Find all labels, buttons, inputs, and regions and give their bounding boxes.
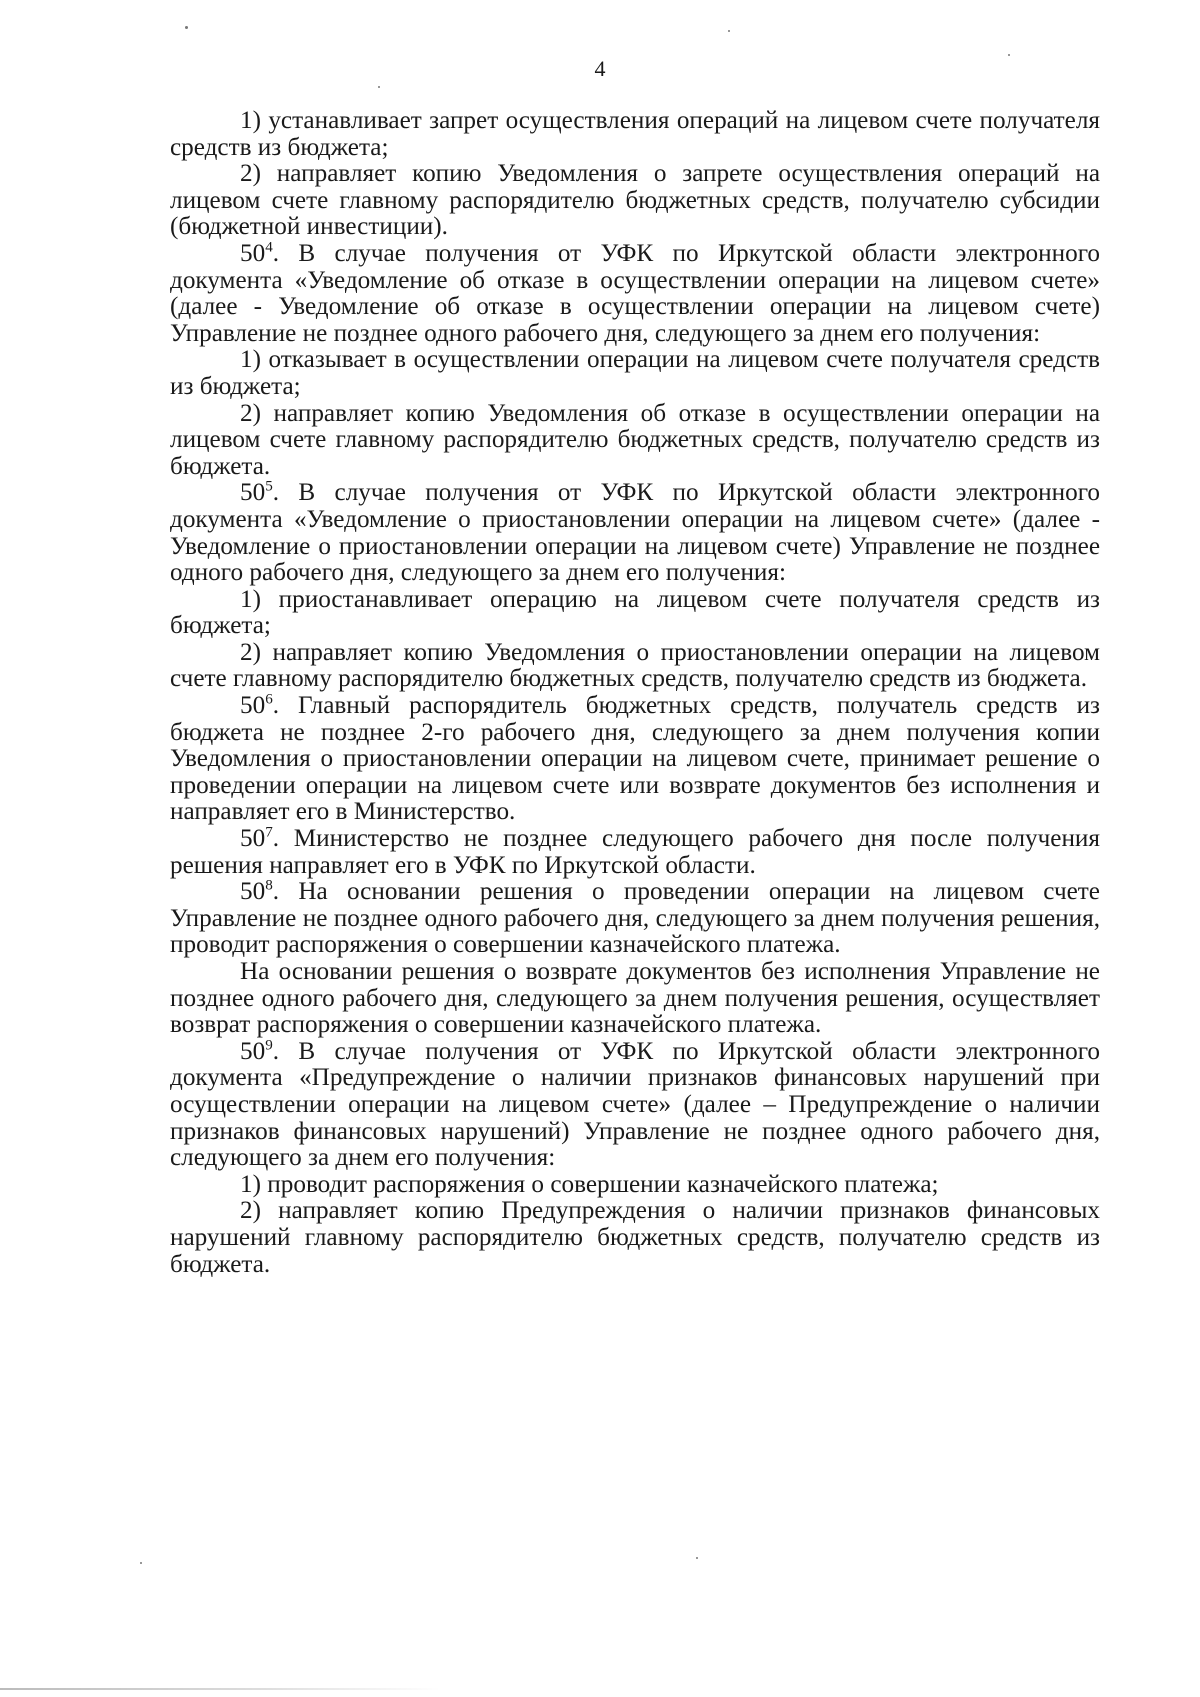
list-item: 2) направляет копию Уведомления об отказе в осуществлении операции на лицевом счете главному распорядителю бюджетных средств, получателю средств из бюджета.	[170, 399, 1100, 480]
clause-superscript: 7	[265, 824, 273, 841]
clause-superscript: 5	[265, 478, 273, 495]
clause-paragraph	[170, 480, 1100, 586]
clause-superscript: 8	[265, 877, 273, 894]
clause-text: . Главный распорядитель бюджетных средств, получатель средств из бюджета не позднее 2-го рабочего дня, следующего за днем получения копии Уведомления о приостановлении операции на лицевом счете, принимает решение о проведении операции на лицевом счете или возврате документов без исполнения и направляет его в Министерство.	[170, 692, 1100, 826]
scan-speck	[140, 1562, 142, 1564]
scan-speck	[1008, 54, 1010, 56]
clause-superscript: 9	[265, 1037, 273, 1054]
list-item: 1) устанавливает запрет осуществления операций на лицевом счете получателя средств из бюджета;	[170, 107, 1100, 161]
scan-speck	[378, 86, 380, 88]
list-item: 2) направляет копию Предупреждения о наличии признаков финансовых нарушений главному распорядителю бюджетных средств, получателю средств из бюджета.	[170, 1197, 1100, 1278]
list-item: 1) приостанавливает операцию на лицевом счете получателя средств из бюджета;	[170, 585, 1100, 640]
clause-text: . На основании решения о проведении операции на лицевом счете Управление не позднее одного рабочего дня, следующего за днем получения решения, проводит распоряжения о совершении казначейского платежа.	[170, 878, 1100, 959]
page-number: 4	[594, 56, 606, 81]
clause-number: 50	[240, 825, 266, 853]
list-item: 2) направляет копию Уведомления о приостановлении операции на лицевом счете главному распорядителю бюджетных средств, получателю средств из бюджета.	[170, 638, 1100, 693]
clause-number: 50	[240, 878, 266, 906]
clause-text: . В случае получения от УФК по Иркутской области электронного документа «Уведомление об отказе в осуществлении операции на лицевом счете» (далее - Уведомление об отказе в осуществлении операции на лицевом счете) Управление не позднее одного рабочего дня, следующего за днем его получения:	[170, 239, 1100, 347]
document-body	[170, 108, 1100, 1278]
clause-paragraph	[170, 693, 1100, 826]
list-item: 1) отказывает в осуществлении операции на лицевом счете получателя средств из бюджета;	[170, 346, 1100, 400]
clause-paragraph	[170, 241, 1100, 347]
clause-number: 50	[240, 239, 266, 267]
scan-speck	[185, 26, 188, 29]
clause-superscript: 4	[265, 239, 273, 256]
clause-number: 50	[240, 692, 266, 720]
scan-speck	[696, 1557, 698, 1559]
clause-number: 50	[240, 479, 266, 507]
clause-superscript: 6	[265, 691, 273, 708]
clause-text: . В случае получения от УФК по Иркутской области электронного документа «Предупреждение о наличии признаков финансовых нарушений при осуществлении операции на лицевом счете» (далее – Предупреждение о наличии признаков финансовых нарушений) Управление не позднее одного рабочего дня, следующего за днем его получения:	[170, 1037, 1100, 1172]
list-item: 1) проводит распоряжения о совершении казначейского платежа;	[240, 1170, 939, 1198]
clause-text: . В случае получения от УФК по Иркутской области электронного документа «Уведомление о приостановлении операции на лицевом счете» (далее - Уведомление о приостановлении операции на лицевом счете) Управление не позднее одного рабочего дня, следующего за днем его получения:	[170, 479, 1100, 587]
body-paragraph: На основании решения о возврате документов без исполнения Управление не позднее одного рабочего дня, следующего за днем получения решения, осуществляет возврат распоряжения о совершении казначейского платежа.	[170, 958, 1100, 1039]
clause-number: 50	[240, 1037, 266, 1065]
clause-paragraph	[170, 879, 1100, 959]
scan-edge	[0, 1688, 440, 1690]
scan-speck	[728, 30, 730, 32]
clause-paragraph	[170, 826, 1100, 879]
clause-text: . Министерство не позднее следующего рабочего дня после получения решения направляет его в УФК по Иркутской области.	[170, 825, 1100, 879]
list-item: 2) направляет копию Уведомления о запрете осуществления операций на лицевом счете главному распорядителю бюджетных средств, получателю субсидии (бюджетной инвестиции).	[170, 160, 1100, 241]
clause-paragraph	[170, 1039, 1100, 1172]
